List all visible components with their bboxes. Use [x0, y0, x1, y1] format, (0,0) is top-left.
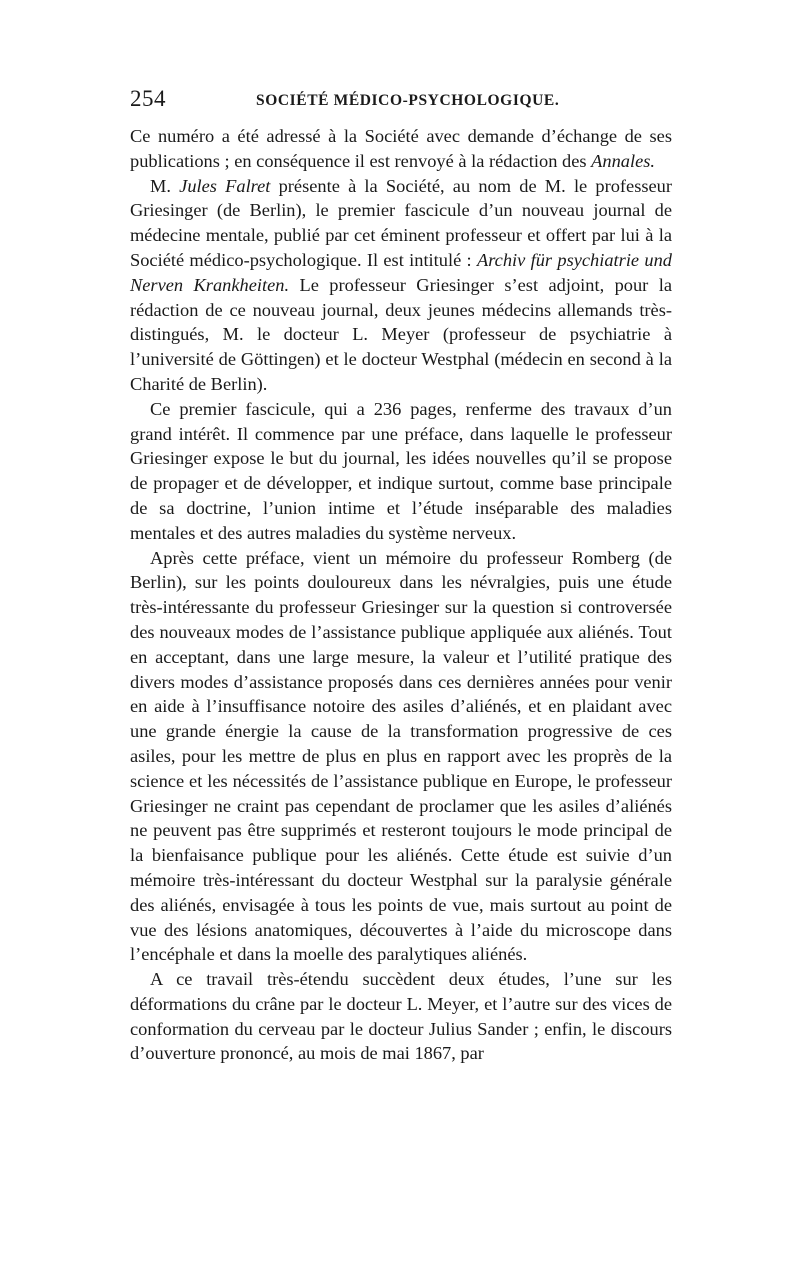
paragraph-5 [130, 967, 672, 1066]
running-title: SOCIÉTÉ MÉDICO-PSYCHOLOGIQUE. [256, 92, 560, 109]
text-segment-italic: Jules Falret [179, 175, 271, 196]
text-segment: Après cette préface, vient un mémoire du professeur Romberg (de Berlin), sur les points douloureux dans les névralgies, puis une étude très-intéressante du professeur Griesinger sur la question si controversée des nouveaux modes de l’assistance publique appliquée aux aliénés. Tout en acceptant, dans une large mesure, la valeur et l’utilité pratique des divers modes d’assistance proposés dans ces dernières années pour venir en aide à l’insuffisance notoire des asiles d’aliénés, et en plaidant avec une grande énergie la cause de la transformation progressive de ces asiles, pour les mettre de plus en plus en rapport avec les proprès de la science et les nécessités de l’assistance publique en Europe, le professeur Griesinger ne craint pas cependant de proclamer que les asiles d’aliénés ne peuvent pas être supprimés et resteront toujours le mode principal de la bienfaisance publique pour les aliénés. Cette étude est suivie d’un mémoire très-intéressant du docteur Westphal sur la paralysie générale des aliénés, envisagée à tous les points de vue, mais surtout au point de vue des lésions anatomiques, découvertes à l’aide du microscope dans l’encéphale et dans la moelle des paralytiques aliénés. [130, 547, 672, 965]
paragraph-3 [130, 397, 672, 546]
book-page [130, 84, 672, 1066]
text-segment: présente à la Société, au nom de M. le professeur Griesinger (de Berlin), le premier fascicule d’un nouveau journal de médecine mentale, publié par cet éminent professeur et offert par lui à la Société médico-psychologique. Il est intitulé : [130, 175, 672, 270]
page-header [130, 84, 672, 116]
paragraph-1 [130, 124, 672, 174]
text-segment-italic: Annales. [591, 150, 655, 171]
text-segment: M. [150, 175, 180, 196]
text-segment: Ce premier fascicule, qui a 236 pages, renferme des travaux d’un grand intérêt. Il commence par une préface, dans laquelle le professeur Griesinger expose le but du journal, les idées nouvelles qu’il se propose de propager et de développer, et indique surtout, comme base principale de sa doctrine, l’union intime et l’étude inséparable des maladies mentales et des autres maladies du système nerveux. [130, 398, 672, 543]
text-segment: A ce travail très-étendu succèdent deux études, l’une sur les déformations du crâne par le docteur L. Meyer, et l’autre sur des vices de conformation du cerveau par le docteur Julius Sander ; enfin, le discours d’ouverture prononcé, au mois de mai 1867, par [130, 969, 672, 1064]
paragraph-4 [130, 546, 672, 968]
paragraph-2 [130, 174, 672, 397]
body-text [130, 124, 672, 1066]
text-segment-italic: Archiv für psychiatrie und Nerven Krankheiten. [130, 249, 672, 295]
page-number: 254 [130, 86, 166, 111]
text-segment: Ce numéro a été adressé à la Société avec demande d’échange de ses publications ; en conséquence il est renvoyé à la rédaction des [130, 126, 672, 171]
text-segment: Le professeur Griesinger s’est adjoint, pour la rédaction de ce nouveau journal, deux jeunes médecins allemands très-distingués, M. le docteur L. Meyer (professeur de psychiatrie à l’université de Göttingen) et le docteur Westphal (médecin en second à la Charité de Berlin). [130, 274, 672, 394]
